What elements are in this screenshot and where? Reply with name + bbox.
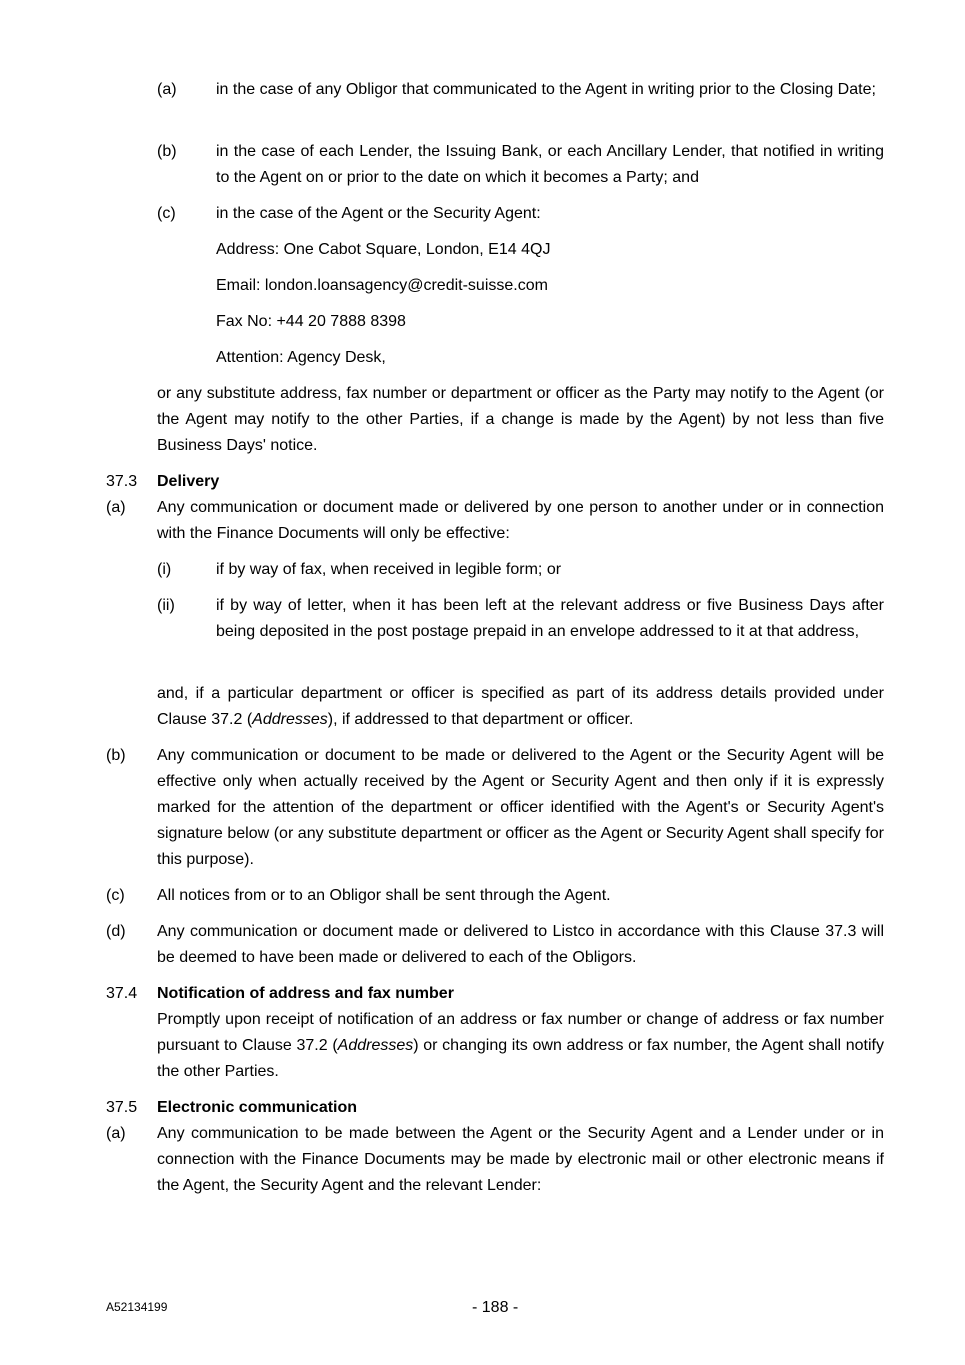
substitute-address-paragraph: or any substitute address, fax number or department or officer as the Party may notify to the Agent (or the Agent may notify to the other Parties, if a change is made by the Agent) by not less than five Business Days' notice. bbox=[157, 385, 884, 454]
list-marker-c: (c) bbox=[157, 205, 176, 222]
footer-document-reference: A52134199 bbox=[106, 1300, 168, 1314]
clause-37-3-a-i-text: if by way of fax, when received in legible form; or bbox=[216, 561, 562, 578]
list-item-a-text: in the case of any Obligor that communicated to the Agent in writing prior to the Closing Date; bbox=[216, 81, 876, 98]
clause-37-3-a-ii-marker: (ii) bbox=[157, 597, 175, 614]
clause-37-3-c-text: All notices from or to an Obligor shall be sent through the Agent. bbox=[157, 887, 611, 904]
clause-37-3-b-text: Any communication or document to be made or delivered to the Agent or the Security Agent will be effective only when actually received by the Agent or Security Agent and then only if it is expressly marked for the attention of the department or officer identified with the Agent's or Security Agent's signature below (or any substitute department or officer as the Agent or Security Agent shall specify for this purpose). bbox=[157, 747, 884, 868]
contact-email: Email: london.loansagency@credit-suisse.com bbox=[216, 277, 548, 294]
contact-attention: Attention: Agency Desk, bbox=[216, 349, 386, 366]
clause-37-4-text bbox=[157, 1007, 884, 1085]
list-item-b-text: in the case of each Lender, the Issuing Bank, or each Ancillary Lender, that notified in writing to the Agent on or prior to the date on which it becomes a Party; and bbox=[216, 143, 884, 186]
clause-37-3-a-text: Any communication or document made or delivered by one person to another under or in connection with the Finance Documents will only be effective: bbox=[157, 499, 884, 542]
list-marker-b: (b) bbox=[157, 143, 177, 160]
list-marker-a: (a) bbox=[157, 81, 177, 98]
clause-37-3-title: Delivery bbox=[157, 473, 220, 490]
contact-fax: Fax No: +44 20 7888 8398 bbox=[216, 313, 406, 330]
clause-37-3-a-tail bbox=[157, 681, 884, 733]
clause-37-3-a-marker: (a) bbox=[106, 499, 126, 516]
clause-37-4-text-italic: Addresses bbox=[337, 1037, 414, 1054]
clause-37-5-a-marker: (a) bbox=[106, 1125, 126, 1142]
contact-address: Address: One Cabot Square, London, E14 4QJ bbox=[216, 241, 551, 258]
clause-37-3-a-ii-text: if by way of letter, when it has been left at the relevant address or five Business Days after being deposited in the post postage prepaid in an envelope addressed to it at that address, bbox=[216, 597, 884, 640]
clause-37-3-c-marker: (c) bbox=[106, 887, 125, 904]
clause-37-5-number: 37.5 bbox=[106, 1099, 138, 1116]
clause-37-4-number: 37.4 bbox=[106, 985, 138, 1002]
clause-37-5-title: Electronic communication bbox=[157, 1099, 358, 1116]
clause-37-3-a-tail-part1: and, if a particular department or officer is specified as part of its address details provided under Clause 37.2 ( bbox=[157, 685, 884, 728]
clause-37-3-a-tail-italic: Addresses bbox=[252, 711, 328, 728]
clause-37-3-a-i-marker: (i) bbox=[157, 561, 172, 578]
clause-37-5-a-text: Any communication to be made between the Agent or the Security Agent and a Lender under or in connection with the Finance Documents may be made by electronic mail or other electronic means if the Agent, the Security Agent and the relevant Lender: bbox=[157, 1125, 884, 1194]
footer-page-number: - 188 - bbox=[472, 1299, 519, 1316]
list-item-c-text: in the case of the Agent or the Security Agent: bbox=[216, 205, 541, 222]
clause-37-3-d-marker: (d) bbox=[106, 923, 126, 940]
clause-37-4-title: Notification of address and fax number bbox=[157, 985, 454, 1002]
clause-37-4-text-part1: Promptly upon receipt of notification of an address or fax number or change of address or fax number pursuant to Clause 37.2 ( bbox=[157, 1011, 884, 1054]
clause-37-4-text-part2: ) or changing its own address or fax number, the Agent shall notify the other Parties. bbox=[157, 1037, 884, 1080]
clause-37-3-number: 37.3 bbox=[106, 473, 138, 490]
clause-37-3-d-text: Any communication or document made or delivered to Listco in accordance with this Clause 37.3 will be deemed to have been made or delivered to each of the Obligors. bbox=[157, 923, 884, 966]
clause-37-3-a-tail-part2: ), if addressed to that department or officer. bbox=[327, 711, 634, 728]
clause-37-3-b-marker: (b) bbox=[106, 747, 126, 764]
